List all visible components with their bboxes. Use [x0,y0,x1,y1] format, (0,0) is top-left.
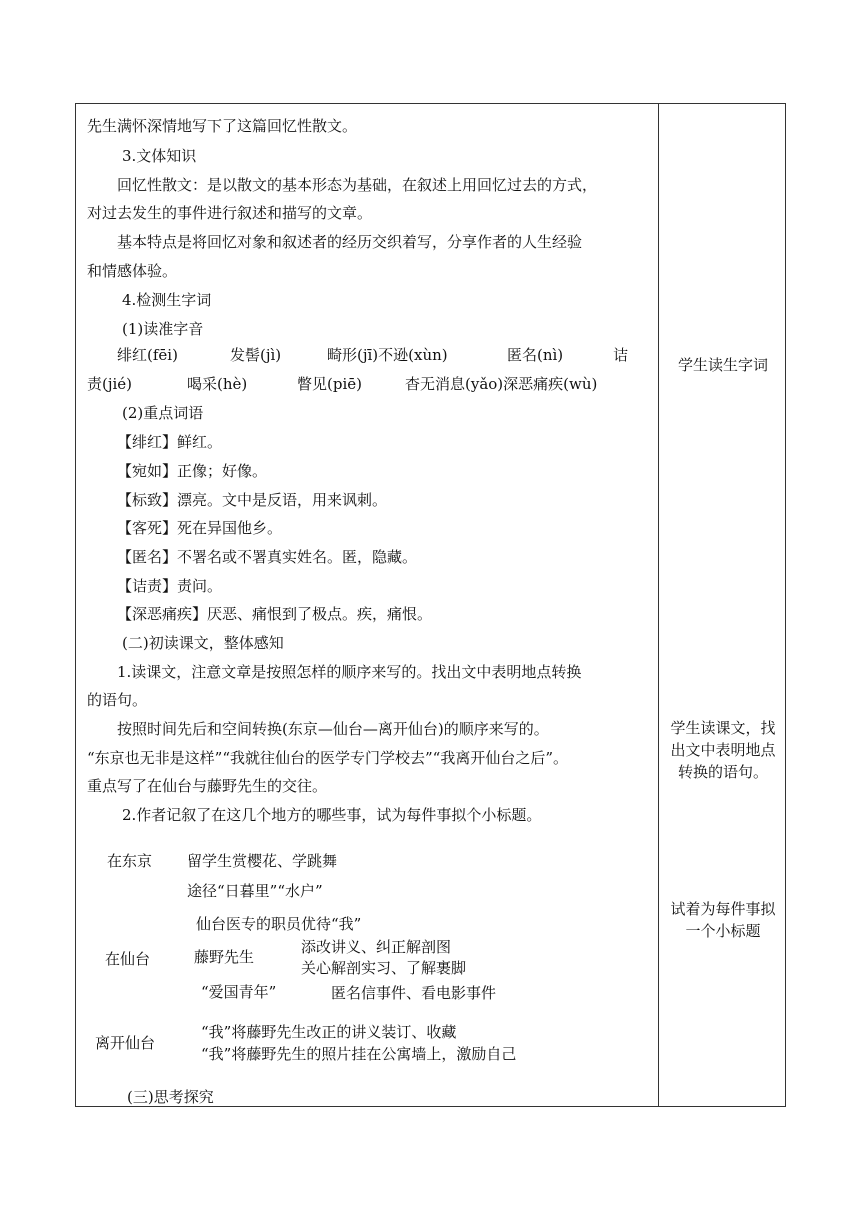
text-line: 重点写了在仙台与藤野先生的交往。 [87,777,328,795]
text-line: “东京也无非是这样”“我就往仙台的医学专门学校去”“我离开仙台之后”。 [87,749,569,767]
vocab-item: 【深恶痛疾】厌恶、痛恨到了极点。疾，痛恨。 [117,605,433,623]
vocab-item: 【客死】死在异国他乡。 [117,519,283,537]
column-divider [658,104,659,1106]
text-line: 2.作者记叙了在这几个地方的哪些事，试为每件事拟个小标题。 [122,806,542,824]
vocab-item: 【匿名】不署名或不署真实姓名。匿，隐藏。 [117,548,418,566]
pinyin-item: 责(jié) [87,375,133,393]
lesson-table [75,103,786,1107]
side-note: 试着为每件事拟一个小标题 [670,900,776,940]
outline-label-sendai: 在仙台 [105,950,151,968]
text-line: 的语句。 [87,691,148,709]
outline-label-leave: 离开仙台 [95,1034,156,1052]
text-line: 和情感体验。 [87,262,178,280]
text-line: 回忆性散文：是以散文的基本形态为基础，在叙述上用回忆过去的方式， [117,176,598,194]
outline-item: 留学生赏樱花、学跳舞 [187,852,338,870]
pinyin-item: 匿名(nì) [507,346,564,364]
outline-item: 关心解剖实习、了解裹脚 [301,959,467,977]
section-heading: 3.文体知识 [122,147,197,165]
outline-label-patriot: “爱国青年” [201,983,277,1001]
outline-item: 匿名信事件、看电影事件 [331,984,497,1002]
outline-item: 添改讲义、纠正解剖图 [301,938,452,956]
vocab-item: 【宛如】正像；好像。 [117,462,268,480]
text-line: 对过去发生的事件进行叙述和描写的文章。 [87,204,373,222]
text-line: 按照时间先后和空间转换(东京—仙台—离开仙台)的顺序来写的。 [117,720,549,738]
vocab-item: 【诘责】责问。 [117,577,223,595]
pinyin-item: 发髻(jì) [230,346,282,364]
side-note: 学生读生字词 [677,356,768,374]
text-line: 基本特点是将回忆对象和叙述者的经历交织着写，分享作者的人生经验 [117,233,583,251]
outline-item: “我”将藤野先生的照片挂在公寓墙上，激励自己 [201,1045,517,1063]
section-heading: (三)思考探究 [127,1088,214,1106]
text-line: 1.读课文，注意文章是按照怎样的顺序来写的。找出文中表明地点转换 [117,663,582,681]
pinyin-item: 杳无消息(yǎo)深恶痛疾(wù) [405,375,598,393]
side-note: 学生读课文，找出文中表明地点转换的语句。 [670,719,776,781]
pinyin-item: 诘 [613,346,629,364]
outline-item: 仙台医专的职员优待“我” [196,915,362,933]
pinyin-item: 瞥见(piē) [297,375,362,393]
vocab-item: 【绯红】鲜红。 [117,433,223,451]
vocab-item: 【标致】漂亮。文中是反语，用来讽刺。 [117,491,388,509]
text-line: 先生满怀深情地写下了这篇回忆性散文。 [87,117,358,135]
outline-item: “我”将藤野先生改正的讲义装订、收藏 [201,1023,457,1041]
subsection-heading: (2)重点词语 [122,404,204,422]
pinyin-item: 绯红(fēi) [117,346,178,364]
outline-label-fujino: 藤野先生 [194,948,255,966]
outline-item: 途径“日暮里”“水户” [187,882,323,900]
pinyin-item: 喝采(hè) [187,375,248,393]
subsection-heading: (1)读准字音 [122,320,204,338]
pinyin-item: 畸形(jī)不逊(xùn) [327,346,448,364]
outline-label-tokyo: 在东京 [107,852,153,870]
section-heading: 4.检测生字词 [122,291,212,309]
section-heading: (二)初读课文，整体感知 [122,634,284,652]
